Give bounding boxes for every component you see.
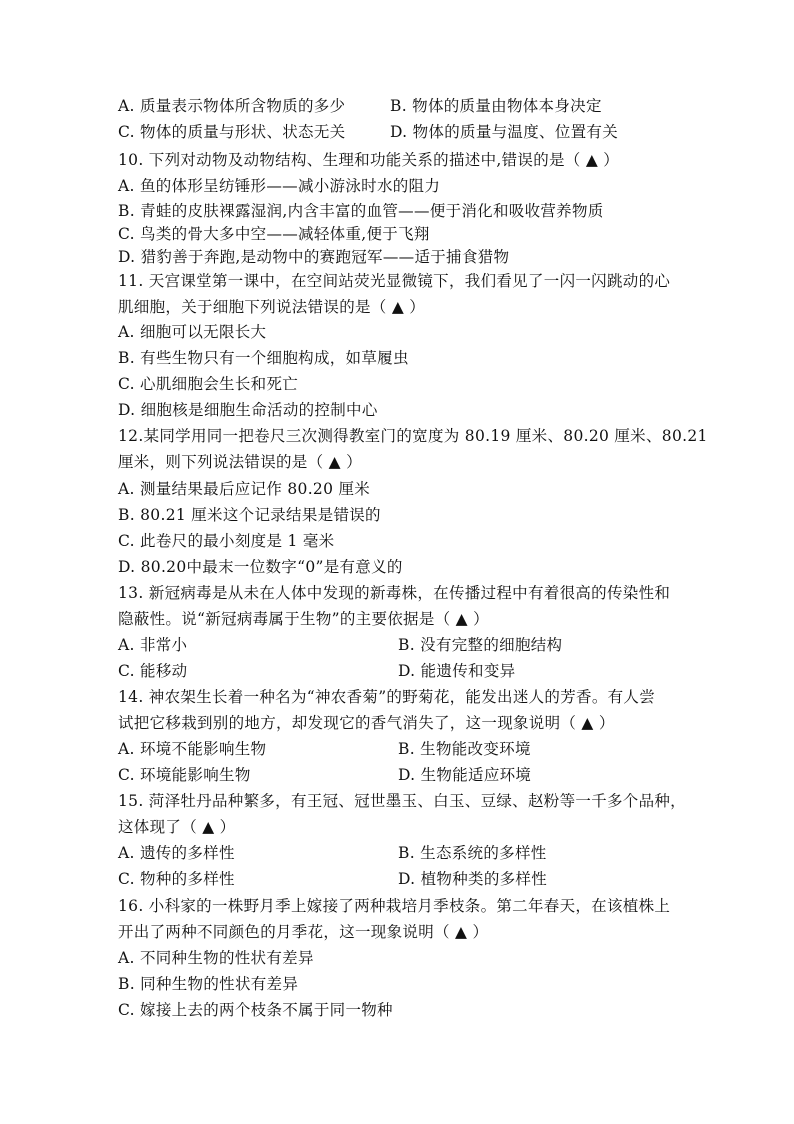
q10-stem: 10. 下列对动物及动物结构、生理和功能关系的描述中,错误的是（ ▲ ）	[118, 151, 620, 169]
q16-option-b: B. 同种生物的性状有差异	[118, 975, 299, 993]
q16-option-c: C. 嫁接上去的两个枝条不属于同一物种	[118, 1001, 393, 1019]
q15-option-b: B. 生态系统的多样性	[398, 844, 547, 862]
q15-stem-line2: 这体现了（ ▲ ）	[118, 818, 236, 836]
q14-stem-line1: 14. 神农架生长着一种名为“神农香菊”的野菊花，能发出迷人的芳香。有人尝	[118, 688, 656, 706]
q11-stem-line1: 11. 天宫课堂第一课中，在空间站荧光显微镜下，我们看见了一闪一闪跳动的心	[118, 272, 671, 290]
q14-stem-line2: 试把它移栽到别的地方，却发现它的香气消失了，这一现象说明（ ▲ ）	[118, 714, 615, 732]
q10-option-c: C. 鸟类的骨大多中空——减轻体重,便于飞翔	[118, 225, 430, 243]
q13-option-d: D. 能遗传和变异	[398, 662, 516, 680]
q12-stem-line2: 厘米，则下列说法错误的是（ ▲ ）	[118, 453, 362, 471]
q14-option-a: A. 环境不能影响生物	[118, 740, 267, 758]
q11-option-c: C. 心肌细胞会生长和死亡	[118, 375, 299, 393]
q11-option-a: A. 细胞可以无限长大	[118, 323, 267, 341]
q12-option-b: B. 80.21 厘米这个记录结果是错误的	[118, 506, 381, 524]
q10-option-d: D. 猎豹善于奔跑,是动物中的赛跑冠军——适于捕食猎物	[118, 248, 510, 266]
q10-option-b: B. 青蛙的皮肤裸露湿润,内含丰富的血管——便于消化和吸收营养物质	[118, 202, 604, 220]
q16-stem-line2: 开出了两种不同颜色的月季花，这一现象说明（ ▲ ）	[118, 923, 489, 941]
q12-stem-line1: 12.某同学用同一把卷尺三次测得教室门的宽度为 80.19 厘米、80.20 厘米、80.21	[118, 427, 708, 445]
q14-option-c: C. 环境能影响生物	[118, 766, 251, 784]
q11-option-b: B. 有些生物只有一个细胞构成，如草履虫	[118, 349, 409, 367]
q13-option-b: B. 没有完整的细胞结构	[398, 636, 563, 654]
q13-stem-line1: 13. 新冠病毒是从未在人体中发现的新毒株，在传播过程中有着很高的传染性和	[118, 584, 671, 602]
q9-option-d: D. 物体的质量与温度、位置有关	[390, 123, 619, 141]
q11-stem-line2: 肌细胞，关于细胞下列说法错误的是（ ▲ ）	[118, 298, 426, 316]
q15-option-d: D. 植物种类的多样性	[398, 870, 548, 888]
q9-option-c: C. 物体的质量与形状、状态无关	[118, 123, 346, 141]
q9-option-b: B. 物体的质量由物体本身决定	[390, 97, 602, 115]
q14-option-d: D. 生物能适应环境	[398, 766, 532, 784]
q11-option-d: D. 细胞核是细胞生命活动的控制中心	[118, 401, 378, 419]
q16-option-a: A. 不同种生物的性状有差异	[118, 949, 314, 967]
q10-option-a: A. 鱼的体形呈纺锤形——减小游泳时水的阻力	[118, 177, 441, 195]
q12-option-a: A. 测量结果最后应记作 80.20 厘米	[118, 480, 371, 498]
q9-option-a: A. 质量表示物体所含物质的多少	[118, 97, 346, 115]
q13-option-c: C. 能移动	[118, 662, 188, 680]
q13-stem-line2: 隐蔽性。说“新冠病毒属于生物”的主要依据是（ ▲ ）	[118, 610, 489, 628]
q14-option-b: B. 生物能改变环境	[398, 740, 531, 758]
q15-option-a: A. 遗传的多样性	[118, 844, 235, 862]
q16-stem-line1: 16. 小科家的一株野月季上嫁接了两种栽培月季枝条。第二年春天，在该植株上	[118, 897, 671, 915]
q13-option-a: A. 非常小	[118, 636, 188, 654]
q12-option-d: D. 80.20中最末一位数字“0”是有意义的	[118, 558, 403, 576]
q15-stem-line1: 15. 菏泽牡丹品种繁多，有王冠、冠世墨玉、白玉、豆绿、赵粉等一千多个品种，	[118, 792, 686, 810]
q15-option-c: C. 物种的多样性	[118, 870, 235, 888]
q12-option-c: C. 此卷尺的最小刻度是 1 毫米	[118, 532, 335, 550]
